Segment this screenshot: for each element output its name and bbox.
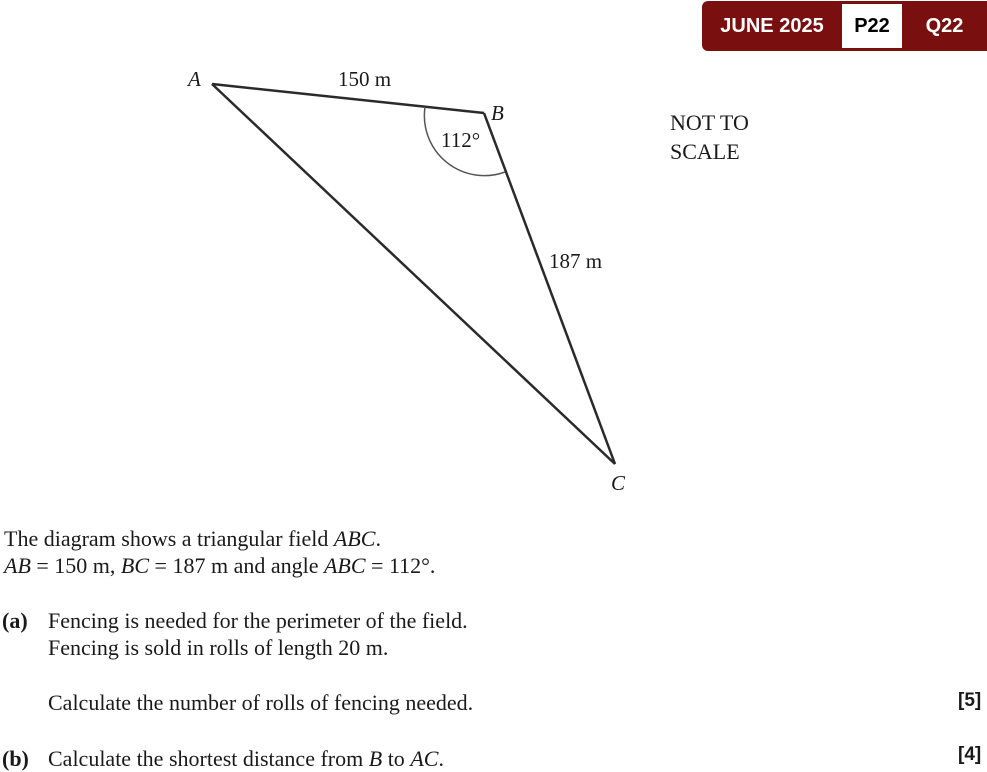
not-to-scale-note [670, 108, 749, 166]
exam-date: JUNE 2025 [720, 14, 824, 37]
vertex-a-label: A [188, 67, 201, 91]
part-b-label: (b) [2, 746, 29, 771]
part-a-line-2: Fencing is sold in rolls of length 20 m. [48, 635, 389, 660]
question-number: Q22 [925, 14, 964, 37]
side-ac-line [212, 84, 615, 464]
side-ab-length: 150 m [338, 67, 392, 91]
intro-line-2: AB = 150 m, BC = 187 m and angle ABC = 112°. [4, 553, 436, 578]
vertex-b-label: B [491, 101, 504, 125]
part-b-marks: [4] [958, 744, 982, 765]
intro-line-1: The diagram shows a triangular field ABC. [4, 526, 381, 551]
paper-code: P22 [842, 4, 902, 48]
angle-b-value: 112° [441, 128, 481, 152]
part-a-label: (a) [2, 608, 28, 633]
note-line-2: SCALE [670, 139, 740, 164]
part-a-task: Calculate the number of rolls of fencing needed. [48, 690, 474, 715]
part-a-marks: [5] [958, 690, 982, 711]
note-line-1: NOT TO [670, 110, 749, 135]
side-bc-line [484, 113, 615, 464]
vertex-c-label: C [611, 471, 626, 495]
part-b-task: Calculate the shortest distance from B to AC. [48, 746, 444, 771]
side-bc-length: 187 m [549, 249, 603, 273]
part-a-line-1: Fencing is needed for the perimeter of the field. [48, 608, 468, 633]
